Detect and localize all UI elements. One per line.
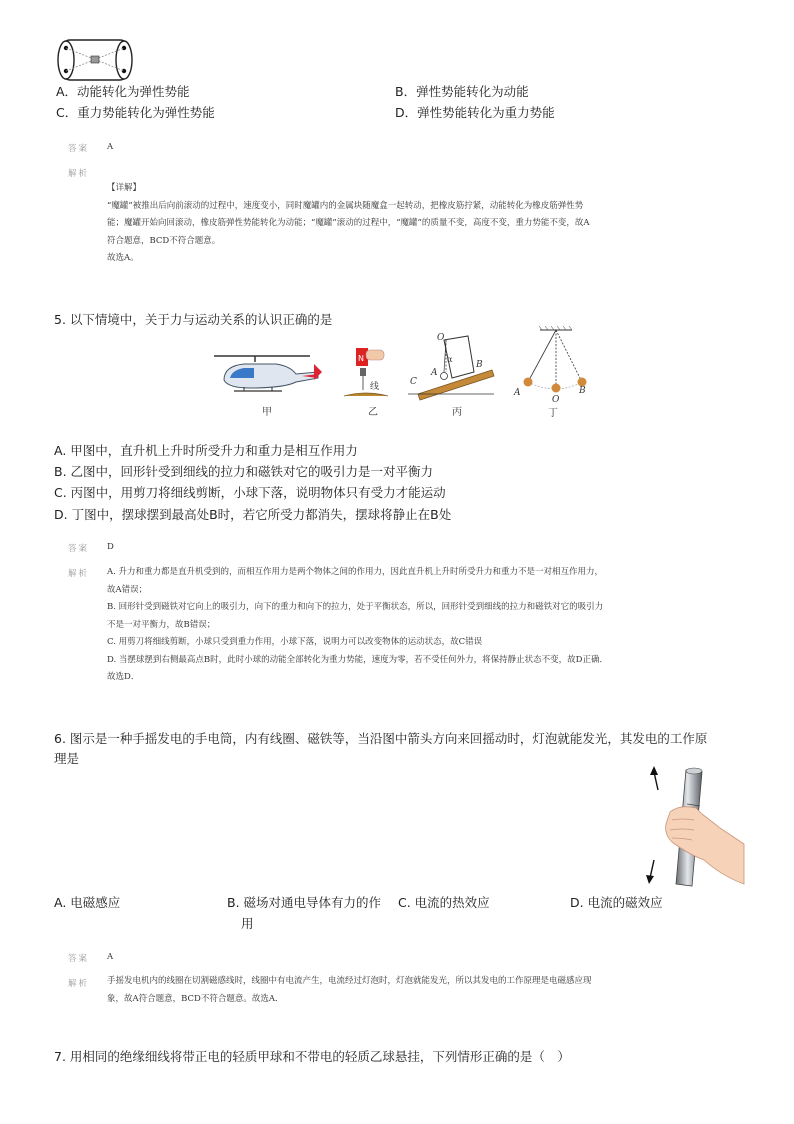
q4-analysis xyxy=(107,180,590,268)
q5-answer: D xyxy=(107,542,114,552)
analysis-line: 能；魔罐开始向回滚动，橡皮筋弹性势能转化为动能；“魔罐”滚动的过程中，“魔罐”的质量不变，高度不变，重力势能不变，故A xyxy=(107,218,590,228)
point-b-c: B xyxy=(476,360,483,370)
analysis-line: 不是一对平衡力，故B错误； xyxy=(107,619,216,630)
q6-analysis xyxy=(107,973,592,1008)
figure-label-ding: 丁 xyxy=(548,408,558,419)
q6-option-a: A. 电磁感应 xyxy=(54,895,121,910)
q6-stem-line2: 理是 xyxy=(54,751,80,766)
q5-answer-label: 答案 xyxy=(68,544,90,554)
q6-answer: A xyxy=(107,952,114,962)
analysis-line: A. 升力和重力都是直升机受到的，而相互作用力是两个物体之间的作用力，因此直升机上升时所受升力和重力不是一对相互作用力， xyxy=(107,567,604,577)
analysis-line: B. 回形针受到磁铁对它向上的吸引力，向下的重力和向下的拉力，处于平衡状态，所以，回形针受到细线的拉力和磁铁对它的吸引力 xyxy=(107,602,604,612)
analysis-line: D. 当摆球摆到右侧最高点B时，此时小球的动能全部转化为重力势能，速度为零，若不受任何外力，将保持静止状态不变，故D正确． xyxy=(107,654,608,665)
q7-stem: 7. 用相同的绝缘细线将带正电的轻质甲球和不带电的轻质乙球悬挂，下列情形正确的是（ ） xyxy=(54,1049,570,1064)
analysis-line: 符合题意，BCD不符合题意。 xyxy=(107,235,221,246)
analysis-line: 【详解】 xyxy=(107,183,142,193)
helicopter-figure xyxy=(210,350,325,396)
thread-label: 线 xyxy=(370,382,380,392)
point-a-c: A xyxy=(431,368,438,378)
q5-analysis xyxy=(107,564,608,687)
q5-option-b: B. 乙图中，回形针受到细线的拉力和磁铁对它的吸引力是一对平衡力 xyxy=(54,464,434,479)
q4-option-c: C．重力势能转化为弹性势能 xyxy=(56,105,215,120)
q5-stem: 5. 以下情境中，关于力与运动关系的认识正确的是 xyxy=(54,312,333,327)
q6-answer-label: 答案 xyxy=(68,954,90,964)
q4-analysis-label: 解析 xyxy=(68,169,90,179)
figure-label-yi: 乙 xyxy=(368,407,378,418)
angle-alpha: α xyxy=(447,355,453,364)
point-c: C xyxy=(410,377,417,387)
incline-figure xyxy=(404,332,498,402)
q6-option-c: C. 电流的热效应 xyxy=(398,895,490,910)
q6-option-d: D. 电流的磁效应 xyxy=(570,895,663,910)
q4-answer: A xyxy=(107,142,114,152)
analysis-line: 手摇发电机内的线圈在切割磁感线时，线圈中有电流产生，电流经过灯泡时，灯泡就能发光，所以其发电的工作原理是电磁感应现 xyxy=(107,976,592,986)
q4-option-b: B．弹性势能转化为动能 xyxy=(395,84,529,99)
q5-analysis-label: 解析 xyxy=(68,569,90,579)
magnet-pole-n: N xyxy=(358,354,364,363)
analysis-line: 故选A。 xyxy=(107,253,139,263)
q6-analysis-label: 解析 xyxy=(68,979,90,989)
analysis-line: 故A错误； xyxy=(107,584,148,595)
q4-answer-label: 答案 xyxy=(68,144,90,154)
magnet-paperclip-figure xyxy=(336,346,396,402)
q6-option-b-line1: B. 磁场对通电导体有力的作 xyxy=(227,895,382,910)
point-b-d: B xyxy=(579,386,586,396)
q5-option-d: D. 丁图中，摆球摆到最高处B时，若它所受力都消失，摆球将静止在B处 xyxy=(54,507,452,522)
figure-label-bing: 丙 xyxy=(452,407,462,418)
q5-option-c: C. 丙图中，用剪刀将细线剪断，小球下落，说明物体只有受力才能运动 xyxy=(54,485,446,500)
point-o-d: O xyxy=(552,395,560,405)
q4-option-d: D．弹性势能转化为重力势能 xyxy=(395,105,555,120)
magic-can-figure xyxy=(54,38,136,82)
analysis-line: “魔罐”被推出后向前滚动的过程中，速度变小，同时魔罐内的金属块随魔盒一起转动，把橡皮筋拧紧，动能转化为橡皮筋弹性势 xyxy=(107,200,584,211)
hand-flashlight-figure xyxy=(640,764,746,894)
q6-option-b-line2: 用 xyxy=(241,916,254,931)
figure-label-jia: 甲 xyxy=(262,407,272,418)
point-o-c: O xyxy=(437,333,445,343)
point-a-d: A xyxy=(514,388,521,398)
analysis-line: 故选D． xyxy=(107,672,140,682)
analysis-line: C. 用剪刀将细线剪断，小球只受到重力作用，小球下落，说明力可以改变物体的运动状态，故C错误 xyxy=(107,637,483,647)
q4-option-a: A．动能转化为弹性势能 xyxy=(56,84,190,99)
q5-option-a: A. 甲图中，直升机上升时所受升力和重力是相互作用力 xyxy=(54,443,358,458)
q6-stem-line1: 6. 图示是一种手摇发电的手电筒，内有线圈、磁铁等，当沿图中箭头方向来回摇动时，灯泡就能发光，其发电的工作原 xyxy=(54,731,708,746)
analysis-line: 象，故A符合题意，BCD不符合题意。故选A． xyxy=(107,993,284,1004)
